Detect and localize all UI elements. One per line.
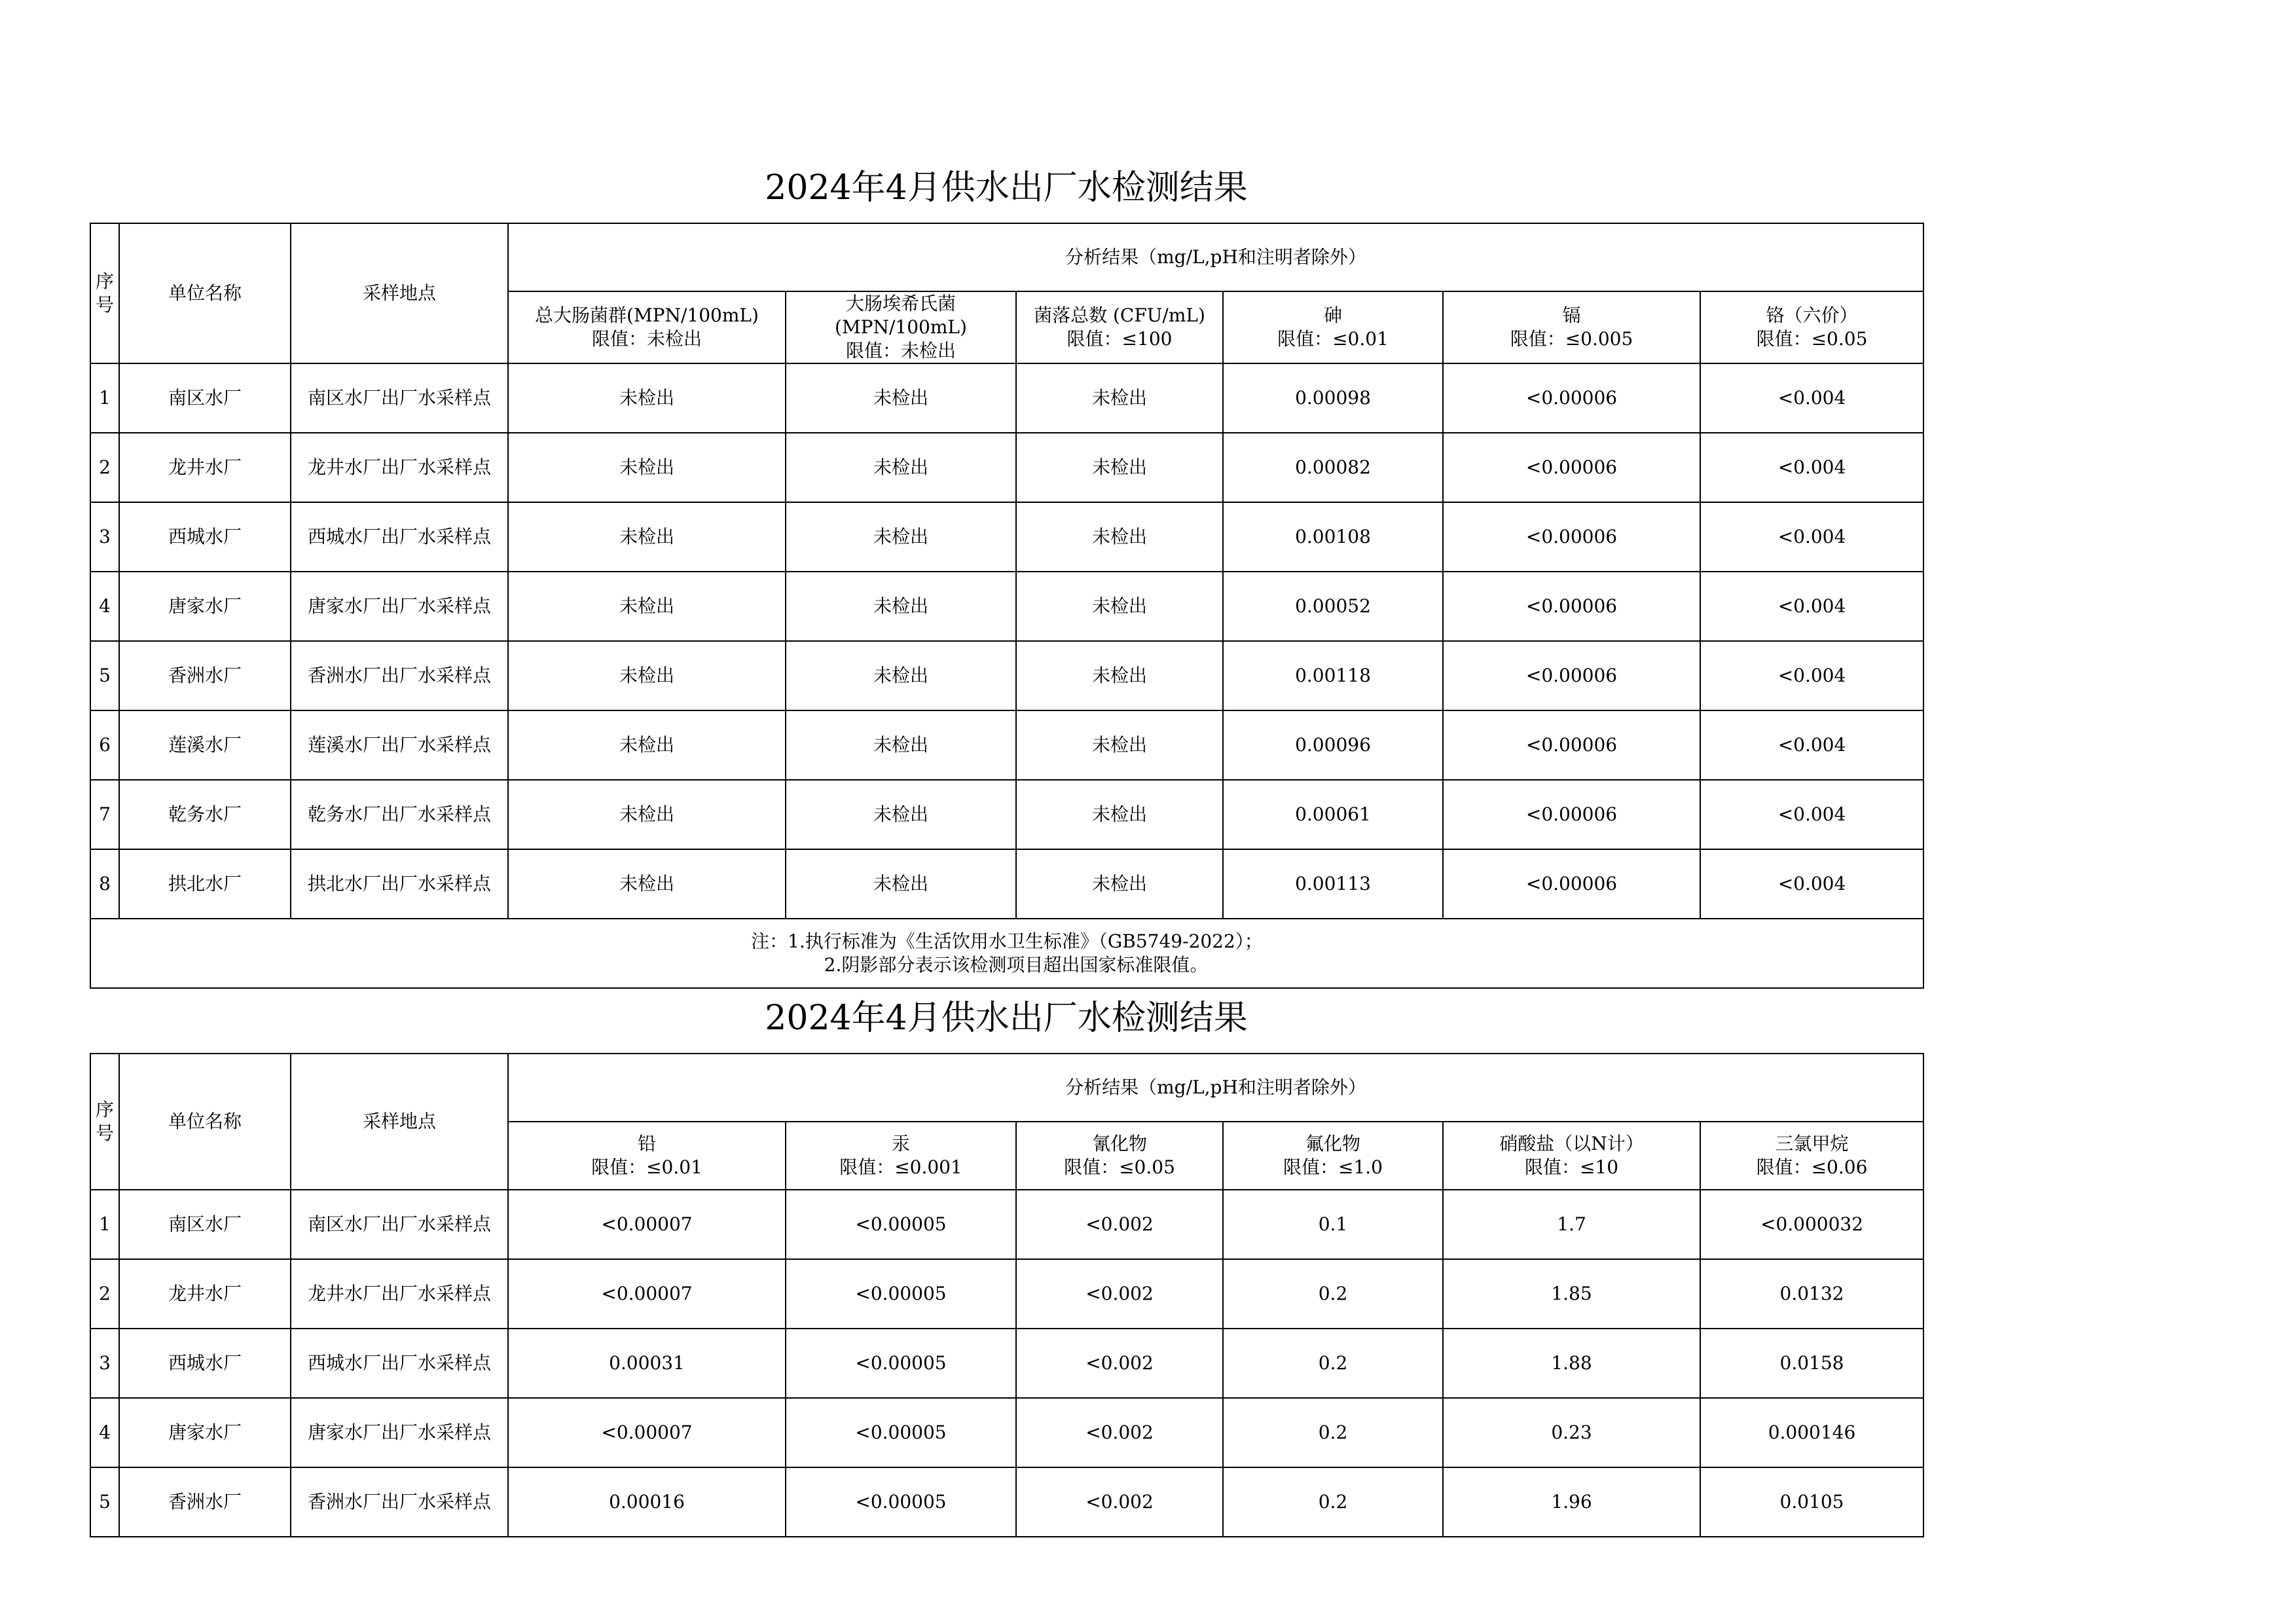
result-cell: 未检出 [508,710,786,780]
seq-cell: 4 [90,572,119,641]
site-header: 采样地点 [291,223,508,363]
result-cell: 未检出 [1016,433,1223,502]
result-cell: <0.00007 [508,1190,786,1259]
param-limit: 限值：≤10 [1524,1156,1619,1178]
result-cell: 未检出 [786,363,1016,433]
seq-cell: 2 [90,1259,119,1329]
table-note [90,919,1923,988]
param-header [508,291,786,363]
result-cell: 未检出 [786,849,1016,919]
table-row [90,572,1923,641]
result-cell: 0.00108 [1223,502,1443,572]
site-cell: 西城水厂出厂水采样点 [291,502,508,572]
param-name: 氟化物 [1305,1133,1360,1154]
result-cell: <0.004 [1700,710,1923,780]
result-cell: <0.00007 [508,1398,786,1467]
site-cell: 唐家水厂出厂水采样点 [291,572,508,641]
unit-header: 单位名称 [119,1054,291,1190]
note-line-1: 注：1.执行标准为《生活饮用水卫生标准》（GB5749-2022）； [751,930,1263,952]
result-cell: <0.00005 [786,1398,1016,1467]
param-header [1223,1122,1443,1190]
table-1-body [90,363,1923,919]
table-row [90,780,1923,849]
result-cell: <0.002 [1016,1398,1223,1467]
result-cell: 未检出 [1016,849,1223,919]
result-cell: 0.00118 [1223,641,1443,710]
result-cell: 未检出 [508,572,786,641]
seq-cell: 3 [90,502,119,572]
seq-cell: 7 [90,780,119,849]
result-cell: 0.2 [1223,1398,1443,1467]
site-cell: 南区水厂出厂水采样点 [291,363,508,433]
result-cell: 未检出 [508,641,786,710]
result-cell: 0.2 [1223,1329,1443,1398]
result-cell: 未检出 [1016,502,1223,572]
result-cell: 未检出 [508,433,786,502]
seq-cell: 6 [90,710,119,780]
result-cell: <0.00007 [508,1259,786,1329]
seq-cell: 1 [90,1190,119,1259]
result-cell: <0.002 [1016,1329,1223,1398]
result-cell: 0.0158 [1700,1329,1923,1398]
table-row [90,433,1923,502]
param-limit: 限值：≤0.05 [1064,1156,1175,1178]
unit-name-cell: 唐家水厂 [119,572,291,641]
param-header [508,1122,786,1190]
seq-header: 序号 [90,1054,119,1190]
result-cell: 0.0132 [1700,1259,1923,1329]
result-cell: 未检出 [1016,363,1223,433]
result-cell: 0.00113 [1223,849,1443,919]
result-cell: <0.00006 [1443,849,1700,919]
param-limit: 限值：≤0.01 [1277,328,1389,350]
param-limit: 限值：≤1.0 [1283,1156,1383,1178]
analysis-header: 分析结果（mg/L,pH和注明者除外） [508,223,1923,291]
result-cell: <0.004 [1700,849,1923,919]
param-limit: 限值：≤0.05 [1756,328,1868,350]
param-name: 总大肠菌群(MPN/100mL) [535,304,759,326]
result-cell: <0.004 [1700,433,1923,502]
result-cell: 未检出 [786,641,1016,710]
param-limit: 限值：未检出 [845,340,956,361]
result-cell: 0.0105 [1700,1467,1923,1537]
param-header [786,1122,1016,1190]
table-row [90,363,1923,433]
site-cell: 乾务水厂出厂水采样点 [291,780,508,849]
table-row [90,1190,1923,1259]
result-cell: <0.00006 [1443,780,1700,849]
seq-cell: 3 [90,1329,119,1398]
results-table-2 [90,1053,1924,1537]
result-cell: 0.00061 [1223,780,1443,849]
result-cell: 0.2 [1223,1467,1443,1537]
site-cell: 香洲水厂出厂水采样点 [291,641,508,710]
unit-name-cell: 南区水厂 [119,1190,291,1259]
table-row [90,502,1923,572]
param-limit: 限值：≤100 [1066,328,1173,350]
result-cell: 未检出 [508,849,786,919]
result-cell: <0.004 [1700,502,1923,572]
result-cell: <0.00006 [1443,710,1700,780]
result-cell: <0.00006 [1443,433,1700,502]
table-row [90,1259,1923,1329]
seq-header: 序号 [90,223,119,363]
result-cell: 0.00096 [1223,710,1443,780]
site-cell: 龙井水厂出厂水采样点 [291,1259,508,1329]
result-cell: 0.23 [1443,1398,1700,1467]
result-cell: <0.000032 [1700,1190,1923,1259]
result-cell: 1.96 [1443,1467,1700,1537]
param-name: 菌落总数 (CFU/mL) [1034,304,1205,326]
result-cell: 未检出 [1016,641,1223,710]
site-cell: 龙井水厂出厂水采样点 [291,433,508,502]
param-header [1700,1122,1923,1190]
result-cell: <0.004 [1700,363,1923,433]
unit-name-cell: 龙井水厂 [119,1259,291,1329]
param-limit: 限值：≤0.01 [591,1156,702,1178]
unit-name-cell: 西城水厂 [119,1329,291,1398]
unit-name-cell: 龙井水厂 [119,433,291,502]
table-row [90,1467,1923,1537]
param-header [1443,291,1700,363]
result-cell: 0.00098 [1223,363,1443,433]
param-limit: 限值：≤0.001 [839,1156,962,1178]
site-cell: 莲溪水厂出厂水采样点 [291,710,508,780]
param-name: 砷 [1323,304,1342,326]
unit-name-cell: 乾务水厂 [119,780,291,849]
site-cell: 南区水厂出厂水采样点 [291,1190,508,1259]
param-header [1443,1122,1700,1190]
unit-name-cell: 拱北水厂 [119,849,291,919]
param-limit: 限值：未检出 [591,328,702,350]
param-header [786,291,1016,363]
seq-cell: 8 [90,849,119,919]
result-cell: 未检出 [1016,710,1223,780]
result-cell: <0.00006 [1443,363,1700,433]
seq-cell: 2 [90,433,119,502]
param-limit: 限值：≤0.005 [1510,328,1633,350]
table-2-title: 2024年4月供水出厂水检测结果 [765,999,1248,1038]
param-name: 镉 [1562,304,1581,326]
site-header: 采样地点 [291,1054,508,1190]
result-cell: <0.00006 [1443,502,1700,572]
param-name: 铬（六价） [1766,304,1858,326]
result-cell: 未检出 [508,502,786,572]
table-row [90,1329,1923,1398]
result-cell: 0.00016 [508,1467,786,1537]
site-cell: 西城水厂出厂水采样点 [291,1329,508,1398]
result-cell: 0.2 [1223,1259,1443,1329]
result-cell: 0.00052 [1223,572,1443,641]
param-name: 大肠埃希氏菌(MPN/100mL) [835,293,967,338]
result-cell: <0.00005 [786,1467,1016,1537]
seq-cell: 5 [90,1467,119,1537]
result-cell: 1.88 [1443,1329,1700,1398]
result-cell: 0.00082 [1223,433,1443,502]
result-cell: 未检出 [508,780,786,849]
result-cell: 0.00031 [508,1329,786,1398]
result-cell: <0.004 [1700,641,1923,710]
param-name: 氰化物 [1091,1133,1147,1154]
table-row [90,641,1923,710]
result-cell: <0.002 [1016,1190,1223,1259]
param-header [1016,291,1223,363]
param-header [1223,291,1443,363]
unit-name-cell: 南区水厂 [119,363,291,433]
seq-cell: 1 [90,363,119,433]
analysis-header: 分析结果（mg/L,pH和注明者除外） [508,1054,1923,1122]
seq-cell: 4 [90,1398,119,1467]
param-name: 铅 [637,1133,656,1154]
unit-name-cell: 香洲水厂 [119,1467,291,1537]
result-cell: 未检出 [786,710,1016,780]
unit-header: 单位名称 [119,223,291,363]
table-row [90,1398,1923,1467]
result-cell: 0.1 [1223,1190,1443,1259]
table-row [90,849,1923,919]
unit-name-cell: 西城水厂 [119,502,291,572]
table-row [90,710,1923,780]
result-cell: <0.00005 [786,1190,1016,1259]
seq-cell: 5 [90,641,119,710]
result-cell: <0.00006 [1443,641,1700,710]
unit-name-cell: 唐家水厂 [119,1398,291,1467]
result-cell: <0.00005 [786,1329,1016,1398]
param-name: 汞 [891,1133,910,1154]
note-line-2: 2.阴影部分表示该检测项目超出国家标准限值。 [824,954,1209,976]
param-header [1016,1122,1223,1190]
result-cell: <0.004 [1700,572,1923,641]
param-name: 硝酸盐（以N计） [1499,1133,1644,1154]
result-cell: <0.004 [1700,780,1923,849]
site-cell: 唐家水厂出厂水采样点 [291,1398,508,1467]
results-table-1 [90,223,1924,989]
result-cell: 0.000146 [1700,1398,1923,1467]
table-1-title: 2024年4月供水出厂水检测结果 [765,168,1248,208]
result-cell: <0.002 [1016,1467,1223,1537]
param-header [1700,291,1923,363]
result-cell: <0.00005 [786,1259,1016,1329]
result-cell: 1.7 [1443,1190,1700,1259]
param-name: 三氯甲烷 [1775,1133,1849,1154]
result-cell: 未检出 [508,363,786,433]
unit-name-cell: 香洲水厂 [119,641,291,710]
param-limit: 限值：≤0.06 [1756,1156,1868,1178]
unit-name-cell: 莲溪水厂 [119,710,291,780]
result-cell: 未检出 [786,433,1016,502]
result-cell: 未检出 [1016,780,1223,849]
table-2-body [90,1190,1923,1537]
result-cell: 未检出 [786,502,1016,572]
result-cell: 未检出 [786,572,1016,641]
result-cell: 1.85 [1443,1259,1700,1329]
result-cell: 未检出 [1016,572,1223,641]
site-cell: 拱北水厂出厂水采样点 [291,849,508,919]
site-cell: 香洲水厂出厂水采样点 [291,1467,508,1537]
result-cell: <0.002 [1016,1259,1223,1329]
result-cell: 未检出 [786,780,1016,849]
result-cell: <0.00006 [1443,572,1700,641]
